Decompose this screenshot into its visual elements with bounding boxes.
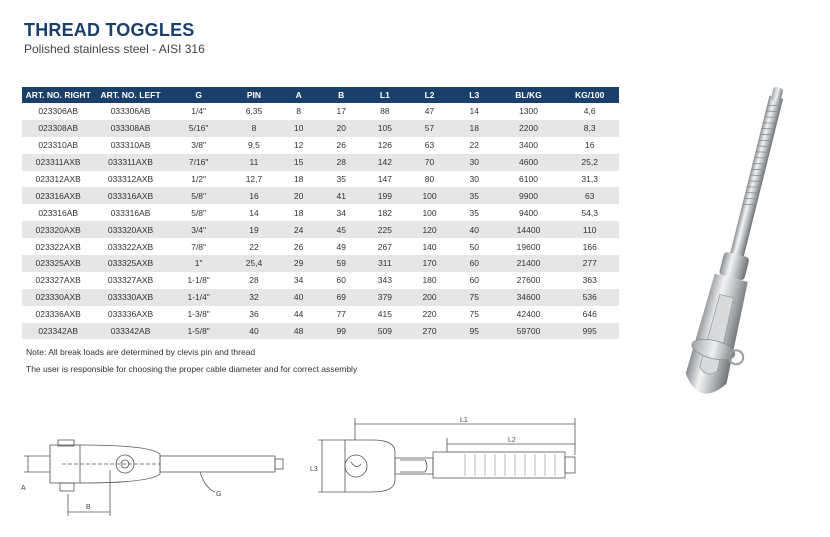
table-row bbox=[22, 120, 619, 137]
table-row bbox=[22, 171, 619, 188]
table-row bbox=[22, 204, 619, 221]
table-cell: 99 bbox=[320, 323, 363, 340]
table-cell: 1-3/8" bbox=[167, 306, 231, 323]
table-cell: 267 bbox=[363, 238, 408, 255]
table-cell: 182 bbox=[363, 204, 408, 221]
table-cell: 9,5 bbox=[231, 137, 278, 154]
table-cell: 59 bbox=[320, 255, 363, 272]
table-cell: 59700 bbox=[497, 323, 561, 340]
table-cell: 199 bbox=[363, 187, 408, 204]
table-cell: 69 bbox=[320, 289, 363, 306]
table-cell: 22 bbox=[452, 137, 497, 154]
table-cell: 1300 bbox=[497, 103, 561, 120]
table-cell: 75 bbox=[452, 289, 497, 306]
table-cell: 60 bbox=[320, 272, 363, 289]
column-header: ART. NO. RIGHT bbox=[22, 87, 94, 103]
column-header: L2 bbox=[407, 87, 452, 103]
table-cell: 32 bbox=[231, 289, 278, 306]
table-cell: 311 bbox=[363, 255, 408, 272]
table-cell: 14 bbox=[231, 204, 278, 221]
table-cell: 6100 bbox=[497, 171, 561, 188]
table-row bbox=[22, 323, 619, 340]
table-cell: 20 bbox=[277, 187, 320, 204]
table-cell: 033330AXB bbox=[94, 289, 166, 306]
table-cell: 995 bbox=[560, 323, 619, 340]
table-cell: 023342AB bbox=[22, 323, 94, 340]
table-cell: 14400 bbox=[497, 221, 561, 238]
table-cell: 50 bbox=[452, 238, 497, 255]
table-cell: 379 bbox=[363, 289, 408, 306]
table-cell: 170 bbox=[407, 255, 452, 272]
table-row bbox=[22, 238, 619, 255]
table-cell: 21400 bbox=[497, 255, 561, 272]
table-cell: 15 bbox=[277, 154, 320, 171]
table-cell: 4,6 bbox=[560, 103, 619, 120]
table-cell: 40 bbox=[277, 289, 320, 306]
table-cell: 88 bbox=[363, 103, 408, 120]
table-cell: 536 bbox=[560, 289, 619, 306]
table-cell: 120 bbox=[407, 221, 452, 238]
table-cell: 142 bbox=[363, 154, 408, 171]
column-header: PIN bbox=[231, 87, 278, 103]
table-cell: 26 bbox=[320, 137, 363, 154]
table-cell: 033336AXB bbox=[94, 306, 166, 323]
table-cell: 48 bbox=[277, 323, 320, 340]
table-cell: 10 bbox=[277, 120, 320, 137]
table-cell: 5/8" bbox=[167, 187, 231, 204]
table-cell: 63 bbox=[407, 137, 452, 154]
note-break-loads: Note: All break loads are determined by clevis pin and thread bbox=[26, 347, 256, 357]
table-cell: 8 bbox=[277, 103, 320, 120]
table-cell: 18 bbox=[277, 204, 320, 221]
table-cell: 8,3 bbox=[560, 120, 619, 137]
table-cell: 16 bbox=[231, 187, 278, 204]
table-cell: 033311AXB bbox=[94, 154, 166, 171]
column-header: A bbox=[277, 87, 320, 103]
table-cell: 7/8" bbox=[167, 238, 231, 255]
table-cell: 100 bbox=[407, 204, 452, 221]
table-cell: 023325AXB bbox=[22, 255, 94, 272]
spec-table bbox=[22, 87, 619, 339]
table-cell: 1-1/8" bbox=[167, 272, 231, 289]
table-cell: 57 bbox=[407, 120, 452, 137]
table-cell: 20 bbox=[320, 120, 363, 137]
column-header: B bbox=[320, 87, 363, 103]
dim-label-l1: L1 bbox=[460, 417, 468, 424]
product-photo bbox=[645, 85, 825, 430]
table-cell: 100 bbox=[407, 187, 452, 204]
table-cell: 77 bbox=[320, 306, 363, 323]
table-cell: 5/8" bbox=[167, 204, 231, 221]
table-cell: 270 bbox=[407, 323, 452, 340]
table-header-row bbox=[22, 87, 619, 103]
table-cell: 11 bbox=[231, 154, 278, 171]
table-cell: 29 bbox=[277, 255, 320, 272]
table-cell: 126 bbox=[363, 137, 408, 154]
table-cell: 44 bbox=[277, 306, 320, 323]
table-cell: 3/4" bbox=[167, 221, 231, 238]
table-row bbox=[22, 306, 619, 323]
table-cell: 49 bbox=[320, 238, 363, 255]
table-cell: 25,2 bbox=[560, 154, 619, 171]
table-cell: 18 bbox=[277, 171, 320, 188]
table-cell: 023312AXB bbox=[22, 171, 94, 188]
table-cell: 023336AXB bbox=[22, 306, 94, 323]
column-header: ART. NO. LEFT bbox=[94, 87, 166, 103]
table-cell: 28 bbox=[320, 154, 363, 171]
table-cell: 147 bbox=[363, 171, 408, 188]
table-cell: 18 bbox=[452, 120, 497, 137]
technical-drawing bbox=[0, 410, 830, 537]
table-cell: 166 bbox=[560, 238, 619, 255]
table-cell: 023322AXB bbox=[22, 238, 94, 255]
table-row bbox=[22, 289, 619, 306]
table-cell: 22 bbox=[231, 238, 278, 255]
table-cell: 25,4 bbox=[231, 255, 278, 272]
table-row bbox=[22, 137, 619, 154]
table-cell: 033312AXB bbox=[94, 171, 166, 188]
dim-label-l2: L2 bbox=[508, 437, 516, 444]
column-header: BL/KG bbox=[497, 87, 561, 103]
table-cell: 42400 bbox=[497, 306, 561, 323]
dim-label-a: A bbox=[21, 485, 26, 492]
table-cell: 363 bbox=[560, 272, 619, 289]
table-cell: 41 bbox=[320, 187, 363, 204]
table-cell: 35 bbox=[452, 204, 497, 221]
table-cell: 033316AB bbox=[94, 204, 166, 221]
table-cell: 2200 bbox=[497, 120, 561, 137]
column-header: L1 bbox=[363, 87, 408, 103]
table-cell: 033316AXB bbox=[94, 187, 166, 204]
table-row bbox=[22, 187, 619, 204]
threaded-shank bbox=[730, 96, 784, 259]
table-cell: 26 bbox=[277, 238, 320, 255]
table-row bbox=[22, 221, 619, 238]
table-cell: 110 bbox=[560, 221, 619, 238]
table-cell: 70 bbox=[407, 154, 452, 171]
dim-label-b: B bbox=[86, 504, 91, 511]
dim-label-g: G bbox=[216, 491, 222, 498]
table-cell: 3400 bbox=[497, 137, 561, 154]
table-cell: 19600 bbox=[497, 238, 561, 255]
table-cell: 1-1/4" bbox=[167, 289, 231, 306]
table-cell: 1/2" bbox=[167, 171, 231, 188]
table-cell: 220 bbox=[407, 306, 452, 323]
table-cell: 9400 bbox=[497, 204, 561, 221]
table-row bbox=[22, 103, 619, 120]
column-header: L3 bbox=[452, 87, 497, 103]
table-cell: 60 bbox=[452, 255, 497, 272]
table-cell: 45 bbox=[320, 221, 363, 238]
table-cell: 033342AB bbox=[94, 323, 166, 340]
table-cell: 023320AXB bbox=[22, 221, 94, 238]
table-cell: 12 bbox=[277, 137, 320, 154]
table-cell: 140 bbox=[407, 238, 452, 255]
table-cell: 30 bbox=[452, 171, 497, 188]
table-cell: 34600 bbox=[497, 289, 561, 306]
table-cell: 023308AB bbox=[22, 120, 94, 137]
table-cell: 033322AXB bbox=[94, 238, 166, 255]
table-cell: 7/16" bbox=[167, 154, 231, 171]
page-title: THREAD TOGGLES bbox=[24, 20, 195, 40]
table-cell: 30 bbox=[452, 154, 497, 171]
table-row bbox=[22, 255, 619, 272]
table-cell: 1/4" bbox=[167, 103, 231, 120]
front-view-drawing bbox=[318, 418, 575, 492]
table-cell: 023306AB bbox=[22, 103, 94, 120]
table-cell: 80 bbox=[407, 171, 452, 188]
table-cell: 63 bbox=[560, 187, 619, 204]
table-cell: 033306AB bbox=[94, 103, 166, 120]
table-cell: 023311AXB bbox=[22, 154, 94, 171]
table-cell: 646 bbox=[560, 306, 619, 323]
table-cell: 6,35 bbox=[231, 103, 278, 120]
table-cell: 023316AB bbox=[22, 204, 94, 221]
table-cell: 277 bbox=[560, 255, 619, 272]
table-cell: 509 bbox=[363, 323, 408, 340]
table-cell: 35 bbox=[320, 171, 363, 188]
table-cell: 033310AB bbox=[94, 137, 166, 154]
table-cell: 023330AXB bbox=[22, 289, 94, 306]
table-cell: 24 bbox=[277, 221, 320, 238]
table-cell: 12,7 bbox=[231, 171, 278, 188]
side-view-drawing bbox=[24, 440, 283, 516]
table-cell: 40 bbox=[231, 323, 278, 340]
table-cell: 14 bbox=[452, 103, 497, 120]
table-cell: 8 bbox=[231, 120, 278, 137]
table-cell: 9900 bbox=[497, 187, 561, 204]
table-cell: 343 bbox=[363, 272, 408, 289]
table-cell: 415 bbox=[363, 306, 408, 323]
table-cell: 34 bbox=[320, 204, 363, 221]
table-cell: 033327AXB bbox=[94, 272, 166, 289]
table-cell: 1-5/8" bbox=[167, 323, 231, 340]
table-cell: 17 bbox=[320, 103, 363, 120]
table-cell: 95 bbox=[452, 323, 497, 340]
table-cell: 200 bbox=[407, 289, 452, 306]
table-cell: 31,3 bbox=[560, 171, 619, 188]
table-cell: 36 bbox=[231, 306, 278, 323]
table-cell: 19 bbox=[231, 221, 278, 238]
table-cell: 60 bbox=[452, 272, 497, 289]
table-cell: 023327AXB bbox=[22, 272, 94, 289]
page-subtitle: Polished stainless steel - AISI 316 bbox=[24, 42, 205, 56]
table-cell: 5/16" bbox=[167, 120, 231, 137]
table-cell: 033325AXB bbox=[94, 255, 166, 272]
table-cell: 033320AXB bbox=[94, 221, 166, 238]
table-row bbox=[22, 272, 619, 289]
table-cell: 27600 bbox=[497, 272, 561, 289]
table-cell: 180 bbox=[407, 272, 452, 289]
table-cell: 28 bbox=[231, 272, 278, 289]
table-cell: 225 bbox=[363, 221, 408, 238]
table-cell: 16 bbox=[560, 137, 619, 154]
table-cell: 033308AB bbox=[94, 120, 166, 137]
table-cell: 75 bbox=[452, 306, 497, 323]
column-header: KG/100 bbox=[560, 87, 619, 103]
table-cell: 47 bbox=[407, 103, 452, 120]
table-cell: 54,3 bbox=[560, 204, 619, 221]
column-header: G bbox=[167, 87, 231, 103]
note-user-responsibility: The user is responsible for choosing the proper cable diameter and for correct assembly bbox=[26, 364, 358, 374]
table-cell: 1" bbox=[167, 255, 231, 272]
table-cell: 023310AB bbox=[22, 137, 94, 154]
table-cell: 4600 bbox=[497, 154, 561, 171]
table-cell: 35 bbox=[452, 187, 497, 204]
table-cell: 40 bbox=[452, 221, 497, 238]
table-cell: 3/8" bbox=[167, 137, 231, 154]
table-cell: 105 bbox=[363, 120, 408, 137]
table-cell: 023316AXB bbox=[22, 187, 94, 204]
table-row bbox=[22, 154, 619, 171]
table-cell: 34 bbox=[277, 272, 320, 289]
dim-label-l3: L3 bbox=[310, 466, 318, 473]
